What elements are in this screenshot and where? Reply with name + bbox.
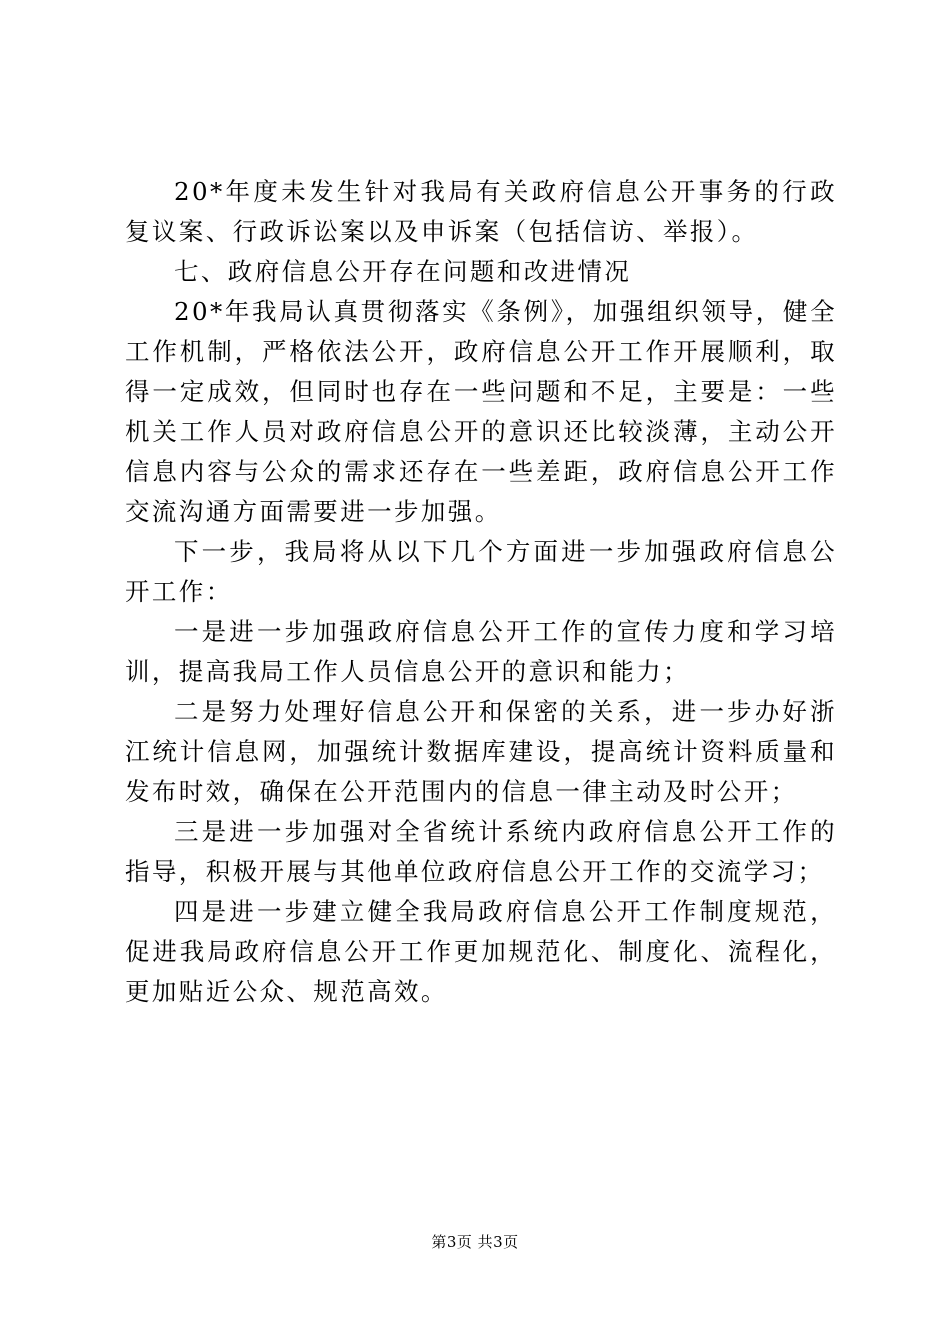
- paragraph-step-three: 三是进一步加强对全省统计系统内政府信息公开工作的指导，积极开展与其他单位政府信息公开工作的交流学习；: [125, 817, 837, 886]
- page-number-footer: 第3页 共3页: [431, 1233, 519, 1251]
- paragraph-problems: 20*年我局认真贯彻落实《条例》，加强组织领导，健全工作机制，严格依法公开，政府信息公开工作开展顺利，取得一定成效，但同时也存在一些问题和不足，主要是：一些机关工作人员对政府信息公开的意识还比较淡薄，主动公开信息内容与公众的需求还存在一些差距，政府信息公开工作交流沟通方面需要进一步加强。: [125, 297, 837, 526]
- paragraph-step-four: 四是进一步建立健全我局政府信息公开工作制度规范，促进我局政府信息公开工作更加规范化、制度化、流程化，更加贴近公众、规范高效。: [125, 897, 837, 1006]
- paragraph-step-two: 二是努力处理好信息公开和保密的关系，进一步办好浙江统计信息网，加强统计数据库建设，提高统计资料质量和发布时效，确保在公开范围内的信息一律主动及时公开；: [125, 697, 837, 806]
- paragraph-review-cases: 20*年度未发生针对我局有关政府信息公开事务的行政复议案、行政诉讼案以及申诉案（包括信访、举报）。: [125, 177, 837, 246]
- section-heading-problems: 七、政府信息公开存在问题和改进情况: [174, 257, 632, 286]
- paragraph-step-one: 一是进一步加强政府信息公开工作的宣传力度和学习培训，提高我局工作人员信息公开的意识和能力；: [125, 617, 837, 686]
- paragraph-next-steps-intro: 下一步，我局将从以下几个方面进一步加强政府信息公开工作：: [125, 537, 837, 606]
- document-body: [125, 172, 837, 1012]
